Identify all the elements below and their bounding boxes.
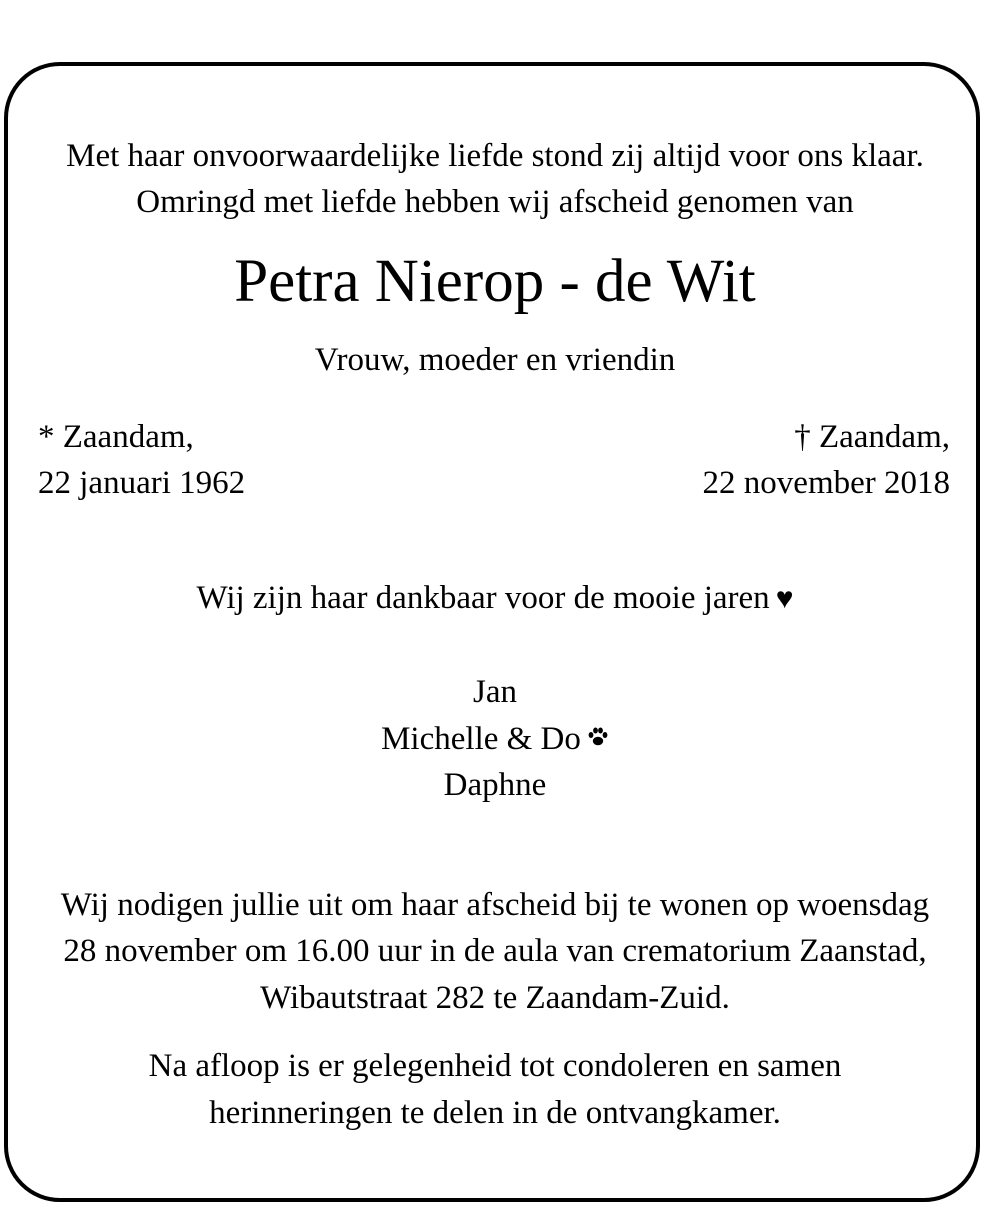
family-member-2-line: [0, 719, 990, 761]
thanks-line: [0, 578, 990, 619]
birth-place: * Zaandam,: [38, 419, 194, 455]
death-place: † Zaandam,: [794, 419, 950, 455]
invitation-line-3: Wibautstraat 282 te Zaandam-Zuid.: [260, 980, 730, 1016]
family-member-3: Daphne: [443, 767, 547, 803]
invitation-line-2: 28 november om 16.00 uur in de aula van crematorium Zaanstad,: [63, 933, 927, 969]
death-date: 22 november 2018: [702, 465, 950, 501]
heart-icon: ♥: [775, 582, 794, 615]
invitation-line-1: Wij nodigen jullie uit om haar afscheid bij te wonen op woensdag: [60, 887, 930, 923]
family-member-1: Jan: [473, 674, 517, 710]
paw-icon: [587, 718, 609, 758]
family-member-2: Michelle & Do: [381, 721, 581, 757]
thanks-text: Wij zijn haar dankbaar voor de mooie jaren: [196, 580, 770, 616]
intro-line-2: Omringd met liefde hebben wij afscheid genomen van: [136, 184, 854, 220]
afterwards-line-2: herinneringen te delen in de ontvangkamer.: [209, 1095, 781, 1131]
intro-line-1: Met haar onvoorwaardelijke liefde stond zij altijd voor ons klaar.: [66, 138, 924, 174]
afterwards-line-1: Na afloop is er gelegenheid tot condoleren en samen: [148, 1048, 842, 1084]
notice-border-frame: [4, 62, 980, 1202]
deceased-description: Vrouw, moeder en vriendin: [314, 342, 676, 378]
birth-date: 22 januari 1962: [38, 465, 246, 501]
birth-info: [38, 414, 245, 506]
death-info: [703, 414, 950, 506]
deceased-name: Petra Nierop - de Wit: [234, 248, 756, 315]
